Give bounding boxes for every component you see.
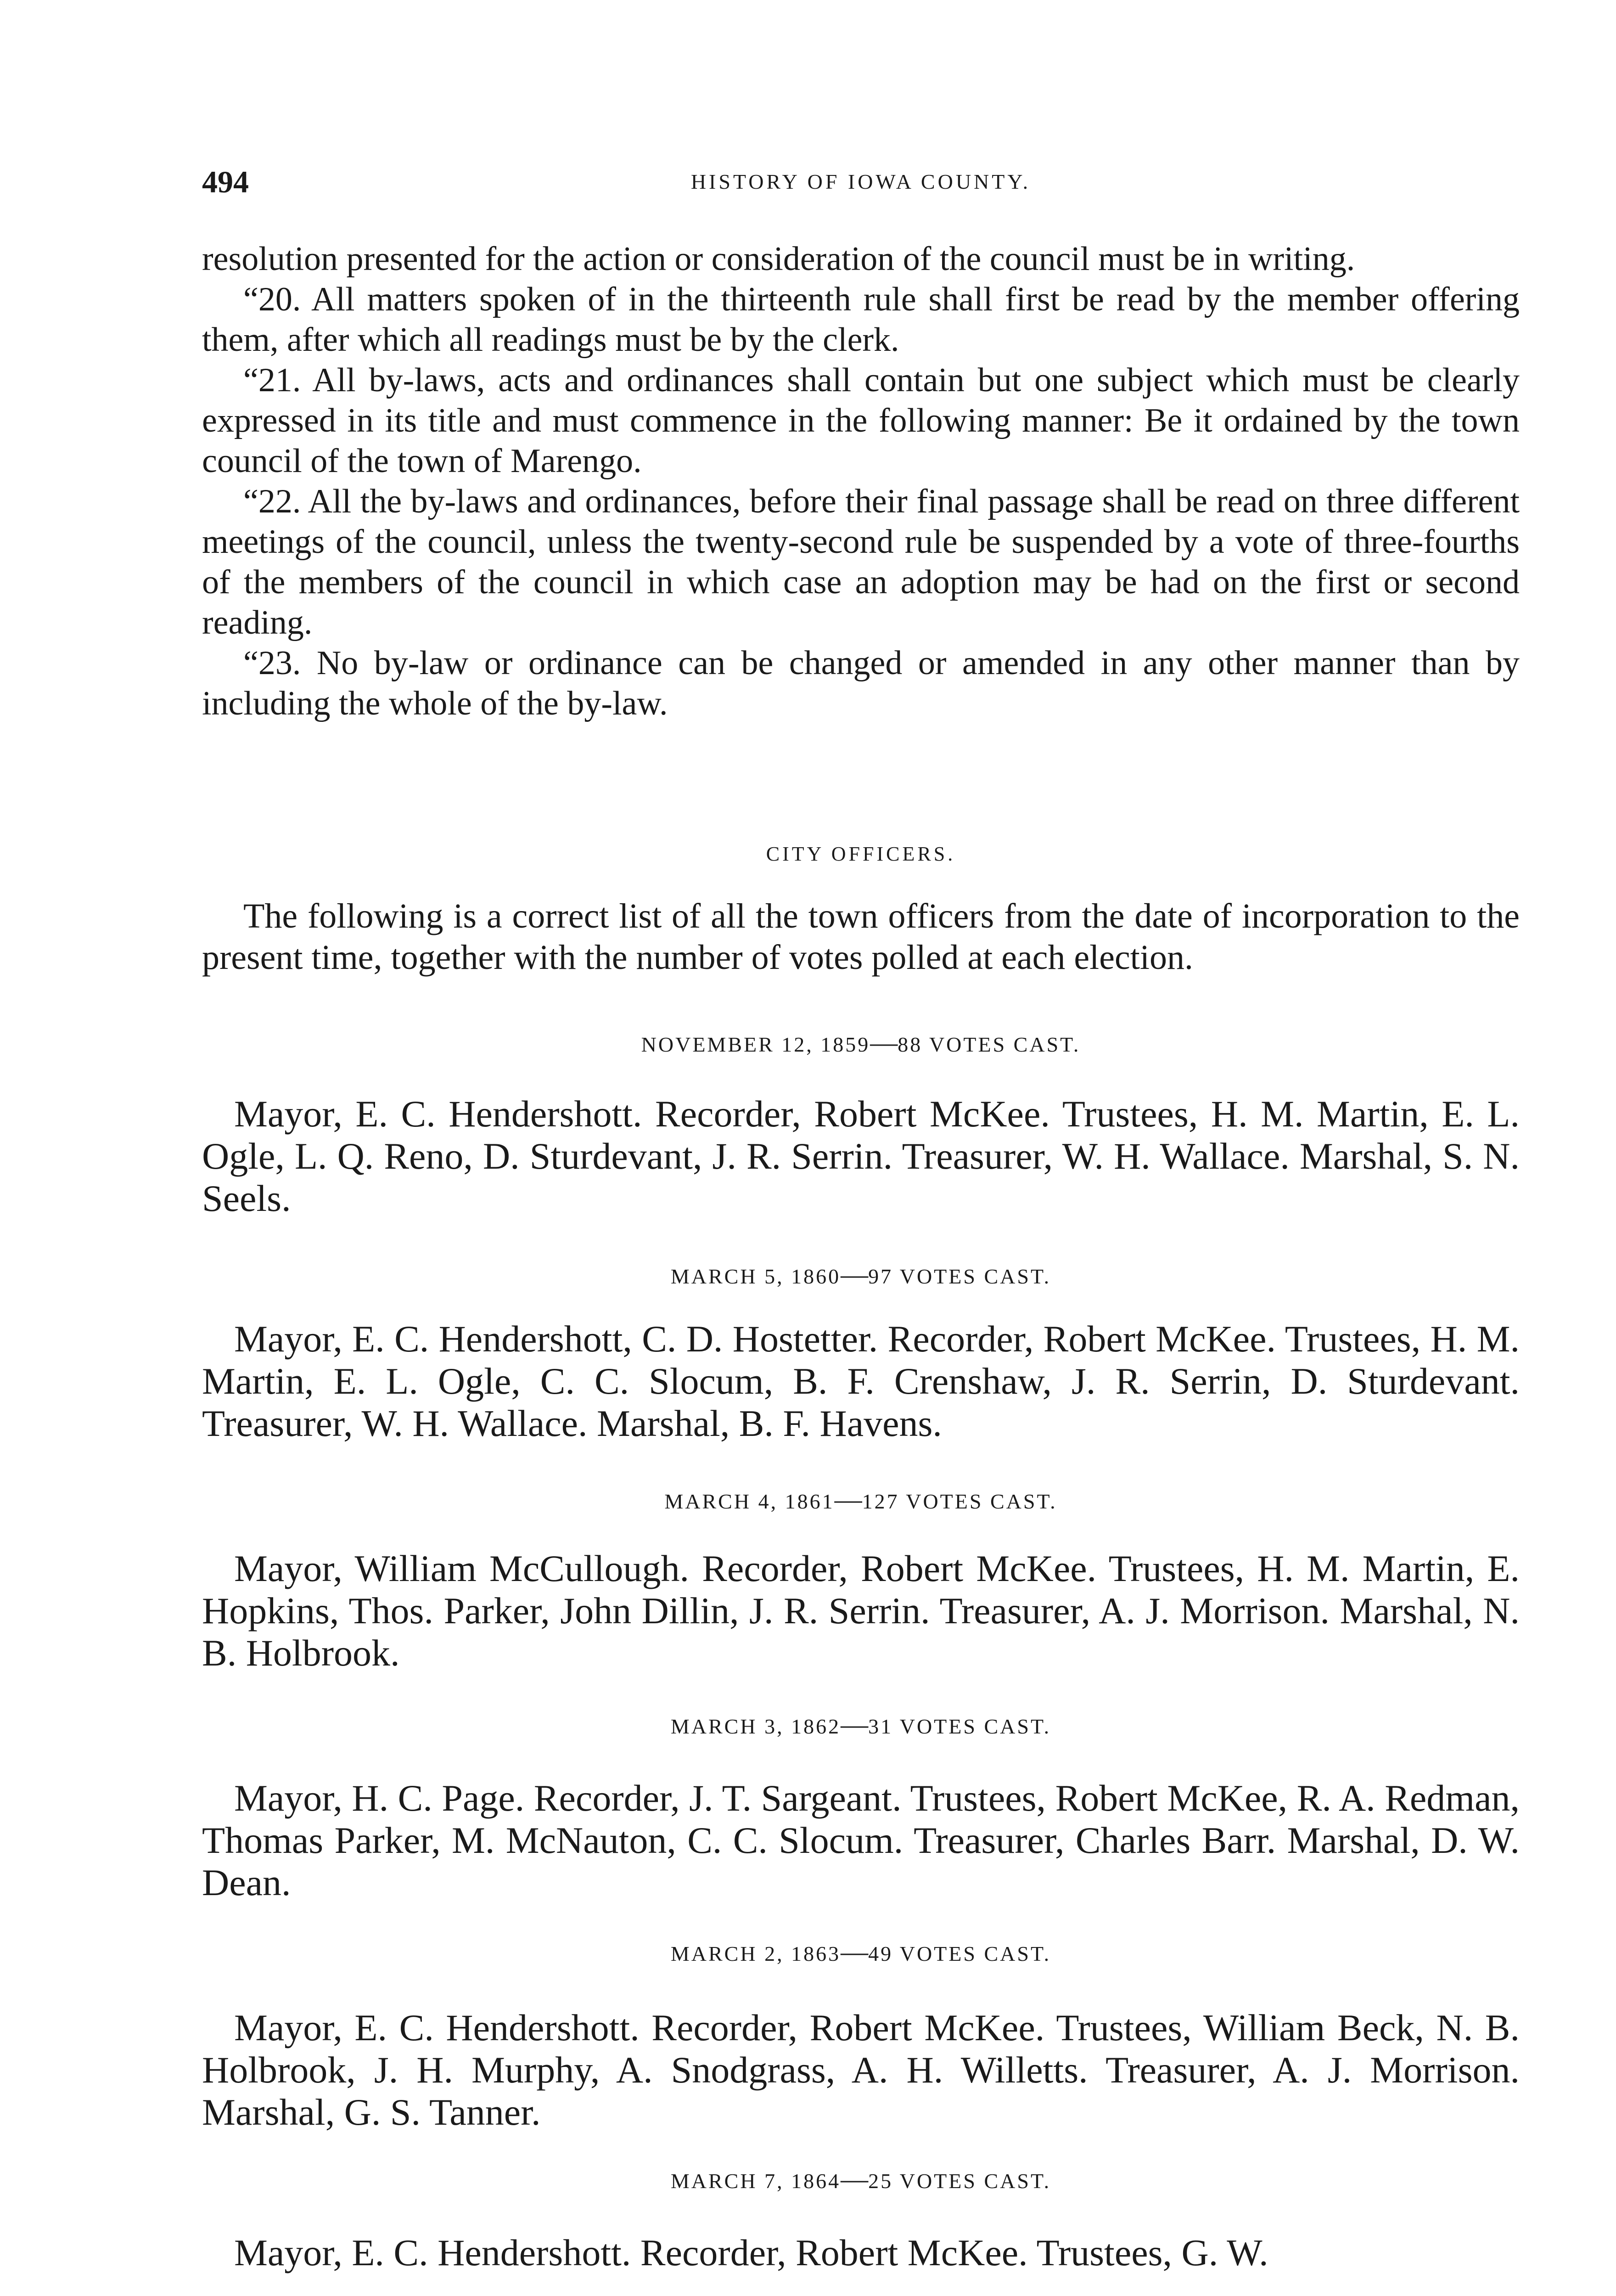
city-officers-intro: [202, 895, 1520, 978]
page-number: 494: [202, 164, 249, 199]
officers-list: Mayor, E. C. Hendershott. Recorder, Robert McKee. Trustees, William Beck, N. B. Holbrook, J. H. Murphy, A. Snodgrass, A. H. Willetts. Treasurer, A. J. Morrison. Marshal, G. S. Tanner.: [202, 2007, 1520, 2133]
election-heading: MARCH 7, 1864—25 VOTES CAST.: [670, 2164, 1051, 2194]
election-officers: [202, 1777, 1520, 1904]
election-date: MARCH 2, 1863: [670, 1942, 841, 1965]
rule-22: “22. All the by-laws and ordinances, before their final passage shall be read on three different meetings of the council, unless the twenty-second rule be suspended by a vote of three-fourths of the members of the council in which case an adoption may be had on the first or second reading.: [202, 483, 1520, 642]
election-officers: [202, 1093, 1520, 1220]
council-rules: [202, 239, 1520, 724]
officers-list: Mayor, E. C. Hendershott. Recorder, Robert McKee. Trustees, G. W.: [234, 2232, 1268, 2273]
rule-20: “20. All matters spoken of in the thirteenth rule shall first be read by the member offering them, after which all readings must be by the clerk.: [202, 281, 1520, 359]
rule-21: “21. All by-laws, acts and ordinances shall contain but one subject which must be clearly expressed in its title and must commence in the following manner: Be it ordained by the town council of the town of Marengo.: [202, 361, 1520, 480]
city-officers-heading: CITY OFFICERS.: [766, 843, 956, 865]
election-heading: MARCH 3, 1862—31 VOTES CAST.: [670, 1709, 1051, 1739]
election-heading: MARCH 5, 1860—97 VOTES CAST.: [670, 1259, 1051, 1289]
election-heading: MARCH 2, 1863—49 VOTES CAST.: [670, 1936, 1051, 1967]
officers-list: Mayor, E. C. Hendershott. Recorder, Robert McKee. Trustees, H. M. Martin, E. L. Ogle, L. Q. Reno, D. Sturdevant, J. R. Serrin. Treasurer, W. H. Wallace. Marshal, S. N. Seels.: [202, 1093, 1520, 1219]
election-votes: 88 VOTES CAST.: [898, 1033, 1081, 1056]
election-votes: 127 VOTES CAST.: [862, 1490, 1057, 1513]
election-date: MARCH 5, 1860: [670, 1265, 841, 1288]
election-votes: 49 VOTES CAST.: [868, 1942, 1051, 1965]
election-heading: NOVEMBER 12, 1859—88 VOTES CAST.: [641, 1027, 1081, 1058]
election-votes: 97 VOTES CAST.: [868, 1265, 1051, 1288]
election-officers: [202, 2232, 1520, 2274]
running-head: HISTORY OF IOWA COUNTY.: [690, 170, 1031, 193]
officers-list: Mayor, E. C. Hendershott, C. D. Hostetter. Recorder, Robert McKee. Trustees, H. M. Martin, E. L. Ogle, C. C. Slocum, B. F. Crenshaw, J. R. Serrin, D. Sturdevant. Treasurer, W. H. Wallace. Marshal, B. F. Havens.: [202, 1318, 1520, 1444]
election-date: MARCH 7, 1864: [670, 2169, 841, 2193]
election-date: MARCH 4, 1861: [664, 1490, 835, 1513]
rule-23: “23. No by-law or ordinance can be changed or amended in any other manner than by including the whole of the by-law.: [202, 644, 1520, 722]
rule-19-continuation: resolution presented for the action or consideration of the council must be in writing.: [202, 240, 1355, 278]
election-heading: MARCH 4, 1861—127 VOTES CAST.: [664, 1484, 1057, 1514]
intro-paragraph: The following is a correct list of all the town officers from the date of incorporation to the present time, together with the number of votes polled at each election.: [202, 897, 1520, 977]
officers-list: Mayor, William McCullough. Recorder, Robert McKee. Trustees, H. M. Martin, E. Hopkins, Thos. Parker, John Dillin, J. R. Serrin. Treasurer, A. J. Morrison. Marshal, N. B. Holbrook.: [202, 1548, 1520, 1674]
election-votes: 31 VOTES CAST.: [868, 1715, 1051, 1738]
election-votes: 25 VOTES CAST.: [868, 2169, 1051, 2193]
election-officers: [202, 1318, 1520, 1445]
election-officers: [202, 1548, 1520, 1674]
election-officers: [202, 2007, 1520, 2133]
officers-list: Mayor, H. C. Page. Recorder, J. T. Sargeant. Trustees, Robert McKee, R. A. Redman, Thomas Parker, M. McNauton, C. C. Slocum. Treasurer, Charles Barr. Marshal, D. W. Dean.: [202, 1777, 1520, 1903]
election-date: NOVEMBER 12, 1859: [641, 1033, 870, 1056]
page-header: [202, 163, 1520, 200]
election-date: MARCH 3, 1862: [670, 1715, 841, 1738]
